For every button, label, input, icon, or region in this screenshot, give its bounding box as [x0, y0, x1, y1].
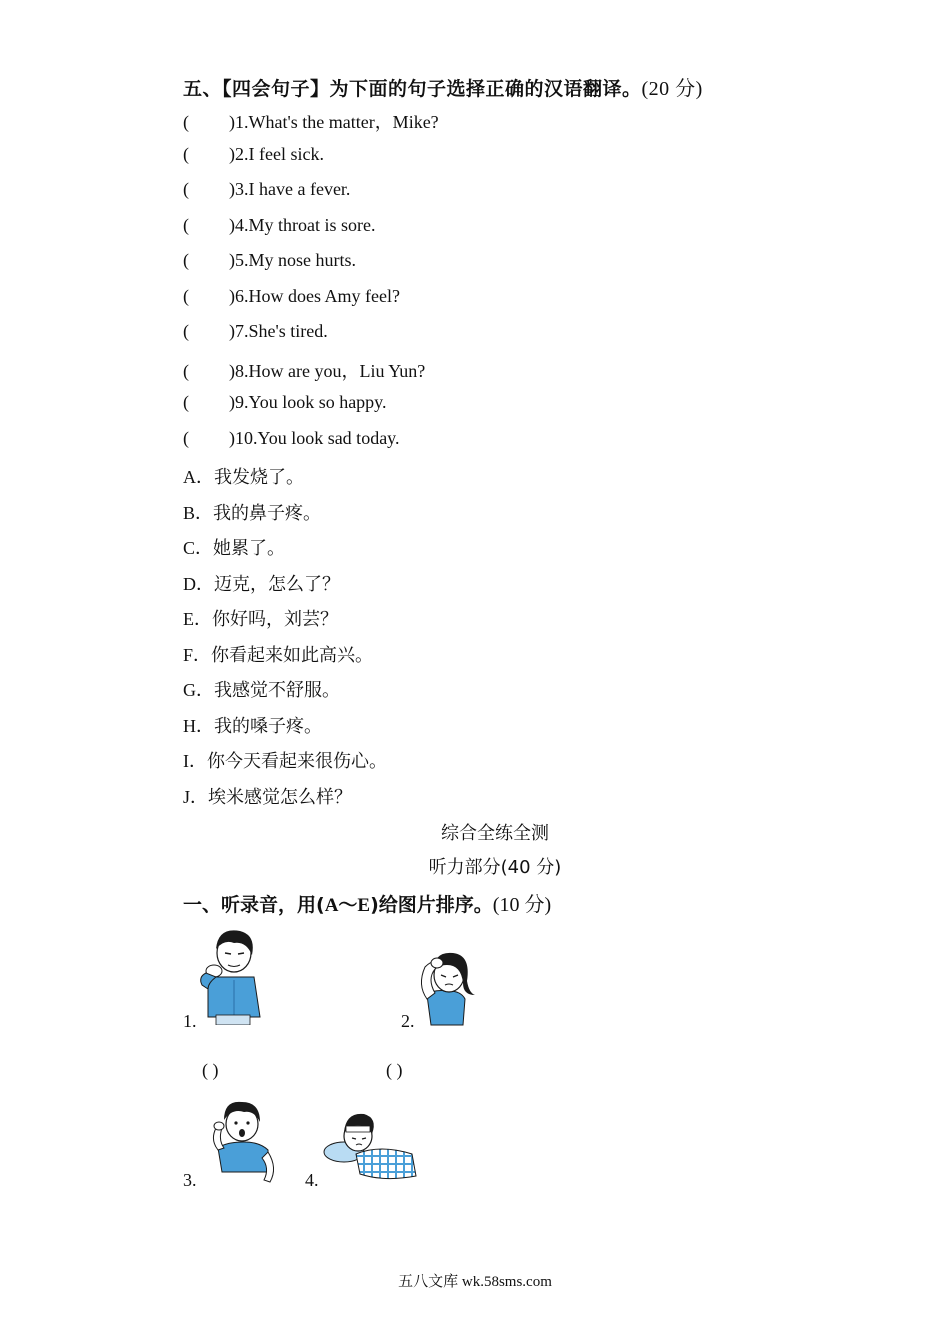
answer-paren[interactable]: ( — [183, 144, 189, 164]
question-text: )2.I feel sick. — [229, 144, 324, 164]
picture-1-number: 1. — [183, 1011, 197, 1031]
question-10 — [183, 428, 400, 449]
section1-title-prefix: 一、听录音，用( — [183, 894, 325, 916]
answer-paren[interactable]: ( — [183, 179, 189, 199]
question-3 — [183, 179, 350, 200]
girl-hand-on-head-illustration — [413, 945, 479, 1029]
answer-paren[interactable]: ( — [183, 112, 189, 132]
answer-paren[interactable]: ( — [183, 286, 189, 306]
option-j: J．埃米感觉怎么样？ — [183, 787, 353, 807]
question-6 — [183, 286, 400, 307]
boy-hand-to-mouth-illustration — [194, 925, 268, 1025]
question-9 — [183, 392, 387, 413]
question-5 — [183, 250, 356, 271]
question-text: )9.You look so happy. — [229, 392, 387, 412]
answer-paren[interactable]: ( — [183, 321, 189, 341]
option-b: B．我的鼻子疼。 — [183, 503, 322, 523]
answer-blank-1[interactable]: ( ) — [202, 1060, 219, 1080]
option-g: G．我感觉不舒服。 — [183, 680, 340, 700]
question-1 — [183, 108, 439, 134]
picture-4-number: 4. — [305, 1170, 319, 1190]
question-text: )3.I have a fever. — [229, 179, 351, 199]
listening-heading: 听力部分(40 分) — [428, 857, 562, 878]
question-7 — [183, 321, 328, 342]
picture-2-number: 2. — [401, 1011, 415, 1031]
section5-title-text: 五、【四会句子】为下面的句子选择正确的汉语翻译。 — [183, 78, 642, 100]
picture-3-number: 3. — [183, 1170, 197, 1190]
section1-title-suffix: )给图片排序。 — [370, 894, 493, 916]
question-text: )5.My nose hurts. — [229, 250, 356, 270]
option-f: F．你看起来如此高兴。 — [183, 645, 374, 665]
option-i: I．你今天看起来很伤心。 — [183, 751, 387, 771]
option-c: C．她累了。 — [183, 538, 286, 558]
question-text: )4.My throat is sore. — [229, 215, 376, 235]
test-title: 综合全练全测 — [441, 823, 549, 844]
section5-title — [183, 72, 703, 101]
question-text: )6.How does Amy feel? — [229, 286, 400, 306]
boy-coughing-illustration — [198, 1092, 290, 1188]
question-text: )1.What's the matter，Mike? — [229, 112, 439, 132]
question-text: )10.You look sad today. — [229, 428, 400, 448]
section1-title-range: A～E — [324, 895, 371, 916]
question-text: )7.She's tired. — [229, 321, 328, 341]
answer-paren[interactable]: ( — [183, 428, 189, 448]
answer-paren[interactable]: ( — [183, 361, 189, 381]
option-e: E．你好吗，刘芸？ — [183, 609, 338, 629]
question-text: )8.How are you，Liu Yun? — [229, 361, 426, 381]
girl-in-bed-sick-illustration — [320, 1104, 422, 1184]
section1-score: (10 分) — [492, 894, 552, 916]
answer-paren[interactable]: ( — [183, 392, 189, 412]
answer-blank-2[interactable]: ( ) — [386, 1060, 403, 1080]
question-8 — [183, 357, 425, 383]
question-4 — [183, 215, 375, 236]
answer-paren[interactable]: ( — [183, 250, 189, 270]
section5-score: (20 分) — [641, 78, 703, 100]
question-2 — [183, 144, 324, 165]
option-a: A．我发烧了。 — [183, 467, 304, 487]
option-h: H．我的嗓子疼。 — [183, 716, 322, 736]
section1-title — [183, 888, 551, 917]
footer-watermark: 五八文库 wk.58sms.com — [398, 1274, 552, 1290]
answer-paren[interactable]: ( — [183, 215, 189, 235]
option-d: D．迈克，怎么了？ — [183, 574, 340, 594]
